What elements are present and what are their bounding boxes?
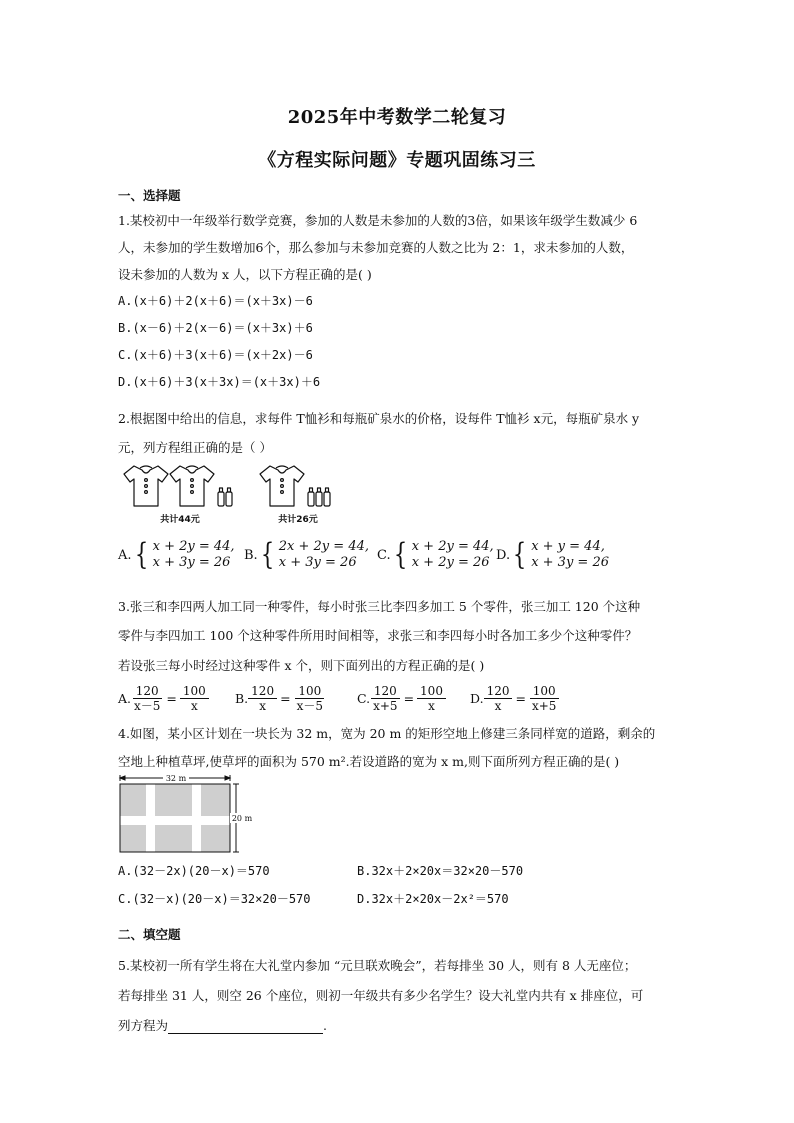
option-label: C.	[377, 547, 391, 563]
fraction-numerator: 120	[133, 684, 162, 699]
option-label: A.	[118, 547, 132, 563]
q1-option-b[interactable]: B.(x－6)＋2(x－6)＝(x＋3x)＋6	[118, 321, 313, 335]
equals-sign: =	[403, 691, 415, 706]
equals-sign: =	[280, 691, 291, 706]
section-heading-fill: 二、填空题	[118, 927, 181, 942]
bottle-icon	[308, 488, 314, 506]
fraction-denominator: x	[259, 699, 267, 713]
q4-line-2: 空地上种植草坪,使草坪的面积为 570 m².若设道路的宽为 x m,则下面所列方程正确的是( )	[118, 754, 620, 769]
tshirt-icon	[260, 466, 304, 506]
brace-icon: {	[134, 537, 148, 572]
fraction-numerator: 100	[417, 684, 446, 699]
q1-line-1: 1.某校初中一年级举行数学竞赛，参加的人数是未参加的人数的3倍，如果该年级学生数减少 6	[118, 213, 638, 228]
bottle-icon	[316, 488, 322, 506]
q2-caption-left: 共计44元	[160, 515, 200, 525]
q3-line-2: 零件与李四加工 100 个这种零件所用时间相等，求张三和李四每小时各加工多少个这种零件？	[118, 628, 638, 643]
q4-figure-rectangle-roads	[118, 772, 258, 856]
q2-option-c[interactable]	[377, 539, 494, 571]
option-label: A.	[118, 691, 132, 706]
q2-figure-shirts-bottles	[118, 462, 348, 528]
q3-line-1: 3.张三和李四两人加工同一种零件，每小时张三比李四多加工 5 个零件，张三加工 120 个这种	[118, 599, 641, 614]
q1-option-a[interactable]: A.(x＋6)＋2(x＋6)＝(x＋3x)－6	[118, 294, 313, 308]
q3-line-3: 若设张三每小时经过这种零件 x 个，则下面列出的方程正确的是( )	[118, 658, 485, 673]
fraction-denominator: x	[190, 699, 198, 713]
q4-option-c[interactable]: C.(32－x)(20－x)＝32×20－570	[118, 892, 311, 906]
equals-sign: =	[166, 691, 177, 706]
equation: x + 2y = 26	[411, 555, 490, 570]
q1-option-c[interactable]: C.(x＋6)＋3(x＋6)＝(x＋2x)－6	[118, 348, 313, 362]
fraction-denominator: x+5	[531, 699, 557, 713]
fraction-numerator: 100	[180, 684, 209, 699]
bottle-icon	[226, 488, 232, 506]
fraction-denominator: x+5	[373, 699, 398, 713]
q1-line-3: 设未参加的人数为 x 人，以下方程正确的是( )	[118, 267, 372, 282]
q4-option-a[interactable]: A.(32－2x)(20－x)＝570	[118, 864, 270, 878]
q5-line-2: 若每排坐 31 人，则空 26 个座位，则初一年级共有多少名学生？设大礼堂内共有 x 排座位，可	[118, 988, 644, 1003]
bottle-icon	[324, 488, 330, 506]
q2-option-a[interactable]	[118, 539, 235, 571]
q4-line-1: 4.如图，某小区计划在一块长为 32 m，宽为 20 m 的矩形空地上修建三条同样宽的道路，剩余的	[118, 726, 656, 741]
fraction-numerator: 120	[484, 684, 513, 699]
title-line-1: 2025年中考数学二轮复习	[287, 107, 507, 128]
q4-option-d[interactable]: D.32x＋2×20x－2x²＝570	[357, 892, 509, 906]
q5-line-3-prefix: 列方程为	[118, 1018, 169, 1033]
equation: x + 3y = 26	[278, 555, 357, 570]
fraction-numerator: 100	[530, 684, 559, 699]
option-label: C.	[357, 691, 371, 706]
fraction-denominator: x－5	[296, 699, 323, 713]
q4-fig-length-label: 32 m	[165, 774, 187, 783]
q2-option-d[interactable]	[496, 539, 609, 571]
fraction-denominator: x	[428, 699, 435, 713]
option-label: D.	[496, 547, 511, 563]
section-heading-choice: 一、选择题	[118, 188, 181, 203]
q1-line-2: 人，未参加的学生数增加6个，那么参加与未参加竞赛的人数之比为 2：1，求未参加的人数，	[118, 240, 634, 255]
equation: x + 2y = 44,	[152, 539, 235, 554]
equation: x + 3y = 26	[531, 555, 609, 570]
q4-fig-width-label: 20 m	[231, 814, 253, 823]
q4-option-b[interactable]: B.32x＋2×20x＝32×20－570	[357, 864, 524, 878]
fraction-numerator: 100	[295, 684, 324, 699]
q5-line-3-suffix: .	[323, 1018, 327, 1033]
equation: 2x + 2y = 44,	[278, 539, 369, 554]
answer-blank[interactable]	[168, 1020, 323, 1034]
brace-icon: {	[512, 537, 527, 572]
q2-line-2: 元，列方程组正确的是（ ）	[118, 440, 272, 455]
fraction-numerator: 120	[248, 684, 277, 699]
q2-caption-right: 共计26元	[278, 515, 318, 525]
q2-option-b[interactable]	[244, 539, 369, 571]
q3-option-a[interactable]	[118, 684, 209, 713]
q5-line-1: 5.某校初一所有学生将在大礼堂内参加 “元旦联欢晚会”，若每排坐 30 人，则有 8 人无座位；	[118, 958, 637, 973]
brace-icon: {	[260, 537, 274, 572]
tshirt-icon	[124, 466, 168, 506]
equation: x + 2y = 44,	[411, 539, 494, 554]
fraction-denominator: x	[494, 699, 502, 713]
option-label: B.	[244, 547, 258, 563]
q5-line-3	[118, 1016, 327, 1034]
brace-icon: {	[393, 537, 407, 572]
tshirt-icon	[170, 466, 214, 506]
bottle-icon	[218, 488, 224, 506]
q3-option-b[interactable]	[235, 684, 326, 713]
fraction-denominator: x－5	[134, 699, 161, 713]
q3-option-d[interactable]	[470, 684, 559, 713]
equation: x + y = 44,	[531, 539, 605, 554]
option-label: B.	[235, 691, 249, 706]
fraction-numerator: 120	[371, 684, 400, 699]
option-label: D.	[470, 691, 484, 706]
equals-sign: =	[515, 691, 526, 706]
q2-line-1: 2.根据图中给出的信息，求每件 T恤衫和每瓶矿泉水的价格，设每件 T恤衫 x元，每瓶矿泉水 y	[118, 411, 640, 426]
q3-option-c[interactable]	[357, 684, 446, 713]
q1-option-d[interactable]: D.(x＋6)＋3(x＋3x)＝(x＋3x)＋6	[118, 375, 321, 389]
equation: x + 3y = 26	[152, 555, 231, 570]
title-line-2: 《方程实际问题》专题巩固练习三	[258, 150, 536, 171]
